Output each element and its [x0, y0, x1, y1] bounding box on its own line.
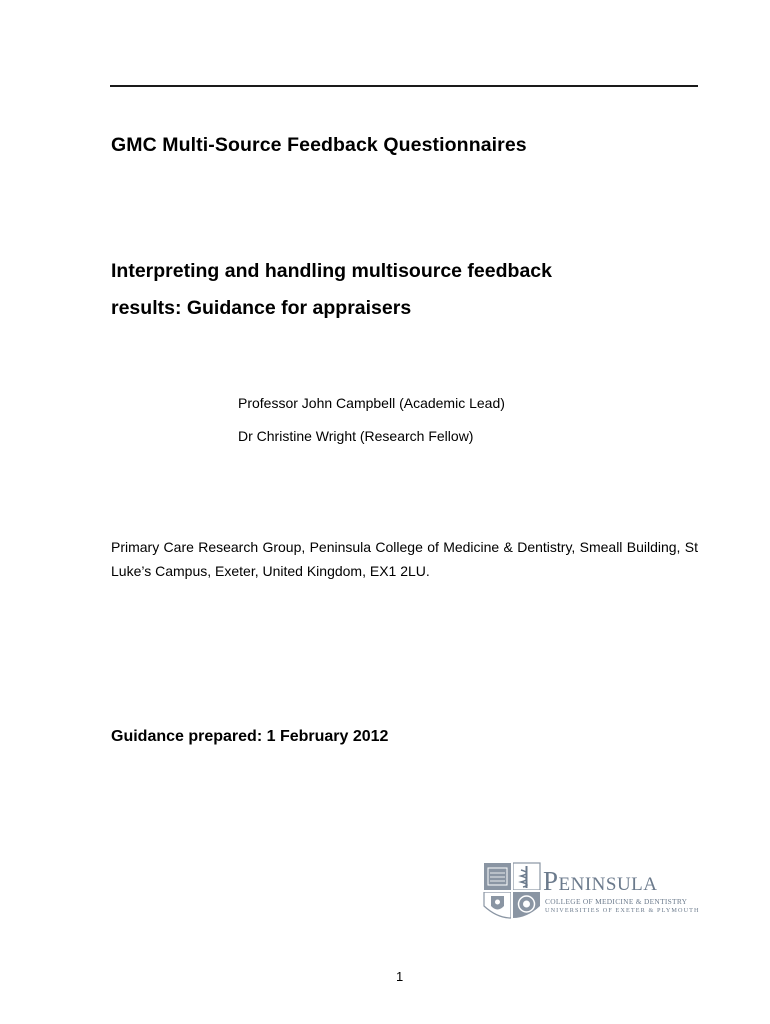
- logo-universities-line: UNIVERSITIES OF EXETER & PLYMOUTH: [545, 907, 700, 914]
- affiliation-address: Primary Care Research Group, Peninsula College of Medicine & Dentistry, Smeall Building, St Luke’s Campus, Exeter, United Kingdom, EX1 2LU.: [111, 539, 698, 579]
- preparation-date: Guidance prepared: 1 February 2012: [111, 728, 389, 745]
- subtitle-line-1: Interpreting and handling multisource feedback: [111, 260, 552, 282]
- document-subtitle: [111, 253, 711, 327]
- page-number: 1: [396, 969, 404, 984]
- author-2: Dr Christine Wright (Research Fellow): [238, 428, 474, 444]
- author-list: [238, 395, 505, 461]
- logo-wordmark: Peninsula: [543, 866, 658, 896]
- crest-emblem-icon: [483, 862, 541, 924]
- subtitle-line-2: results: Guidance for appraisers: [111, 297, 412, 319]
- peninsula-logo: [483, 862, 703, 924]
- author-1: Professor John Campbell (Academic Lead): [238, 395, 505, 411]
- document-title: GMC Multi-Source Feedback Questionnaires: [111, 134, 527, 156]
- top-horizontal-rule: [110, 85, 698, 87]
- logo-college-line: COLLEGE OF MEDICINE & DENTISTRY: [545, 897, 688, 906]
